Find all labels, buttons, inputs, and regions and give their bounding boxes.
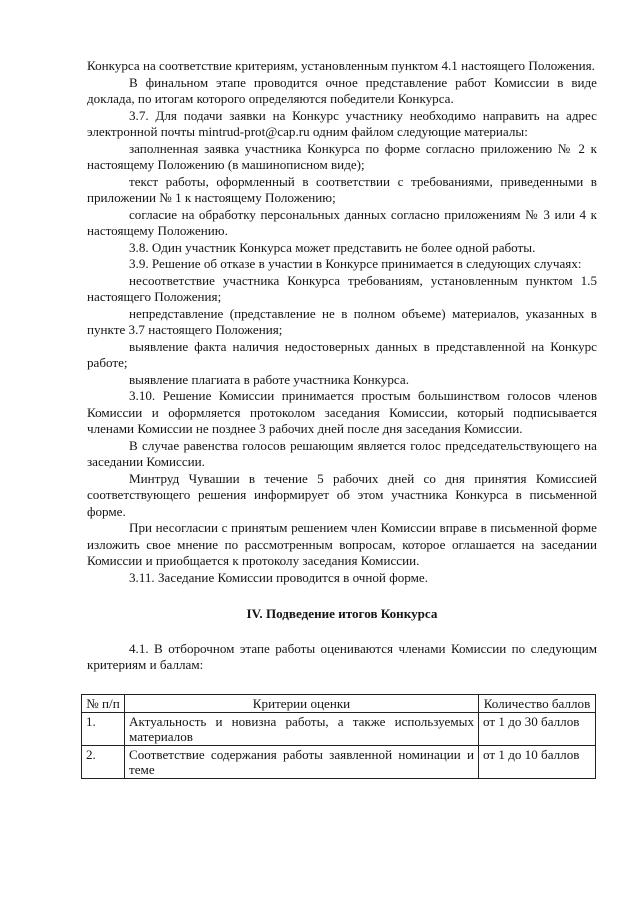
paragraph-continuation: Конкурса на соответствие критериям, установленным пунктом 4.1 настоящего Положения.	[87, 58, 595, 73]
cell-criteria: Актуальность и новизна работы, а также используемых материалов	[125, 712, 479, 745]
table-row	[82, 745, 596, 778]
header-number: № п/п	[82, 694, 125, 712]
cell-criteria: Соответствие содержания работы заявленной номинации и теме	[125, 745, 479, 778]
paragraph-final-stage: В финальном этапе проводится очное представление работ Комиссии в виде доклада, по итогам которого определяются победители Конкурса.	[87, 74, 597, 106]
cell-number: 2.	[82, 745, 125, 778]
table-row	[82, 712, 596, 745]
list-item-plagiarism: выявление плагиата в работе участника Конкурса.	[129, 371, 409, 387]
document-body	[87, 58, 597, 779]
paragraph-4-1: 4.1. В отборочном этапе работы оцениваются членами Комиссии по следующим критериям и баллам:	[87, 640, 597, 672]
criteria-table	[81, 694, 596, 779]
list-item-noncompliance: несоответствие участника Конкурса требованиям, установленным пунктом 1.5 настоящего Положения;	[87, 272, 597, 304]
cell-number: 1.	[82, 712, 125, 745]
list-item-nonsubmission: непредставление (представление не в полном объеме) материалов, указанных в пункте 3.7 настоящего Положения;	[87, 305, 597, 337]
list-item-application: заполненная заявка участника Конкурса по форме согласно приложению № 2 к настоящему Положению (в машинописном виде);	[87, 140, 597, 172]
paragraph-3-7: 3.7. Для подачи заявки на Конкурс участнику необходимо направить на адрес электронной почты mintrud-prot@cap.ru одним файлом следующие материалы:	[87, 107, 597, 139]
paragraph-notification: Минтруд Чувашии в течение 5 рабочих дней со дня принятия Комиссией соответствующего решения информирует об этом участника Конкурса в письменной форме.	[87, 470, 597, 519]
header-points: Количество баллов	[479, 694, 596, 712]
list-item-consent: согласие на обработку персональных данных согласно приложениям № 3 или 4 к настоящему Положению.	[87, 206, 597, 238]
paragraph-tie-vote: В случае равенства голосов решающим является голос председательствующего на заседании Комиссии.	[87, 437, 597, 469]
cell-points: от 1 до 30 баллов	[479, 712, 596, 745]
cell-points: от 1 до 10 баллов	[479, 745, 596, 778]
section-heading: IV. Подведение итогов Конкурса	[246, 606, 438, 621]
paragraph-3-8: 3.8. Один участник Конкурса может представить не более одной работы.	[129, 239, 536, 255]
list-item-false-data: выявление факта наличия недостоверных данных в представленной на Конкурс работе;	[87, 338, 597, 370]
paragraph-3-9: 3.9. Решение об отказе в участии в Конкурсе принимается в следующих случаях:	[129, 256, 582, 271]
header-criteria: Критерии оценки	[125, 694, 479, 712]
paragraph-3-11: 3.11. Заседание Комиссии проводится в очной форме.	[129, 569, 428, 585]
paragraph-dissent: При несогласии с принятым решением член Комиссии вправе в письменной форме изложить свое мнение по рассмотренным вопросам, которое оглашается на заседании Комиссии и приобщается к протоколу заседания Комиссии.	[87, 520, 597, 568]
paragraph-3-10: 3.10. Решение Комиссии принимается простым большинством голосов членов Комиссии и оформляется протоколом заседания Комиссии, который подписывается членами Комиссии не позднее 3 рабочих дней после дня заседания Комиссии.	[87, 388, 597, 436]
table-header-row	[82, 694, 596, 712]
list-item-work-text: текст работы, оформленный в соответствии с требованиями, приведенными в приложении № 1 к настоящему Положению;	[87, 173, 597, 205]
